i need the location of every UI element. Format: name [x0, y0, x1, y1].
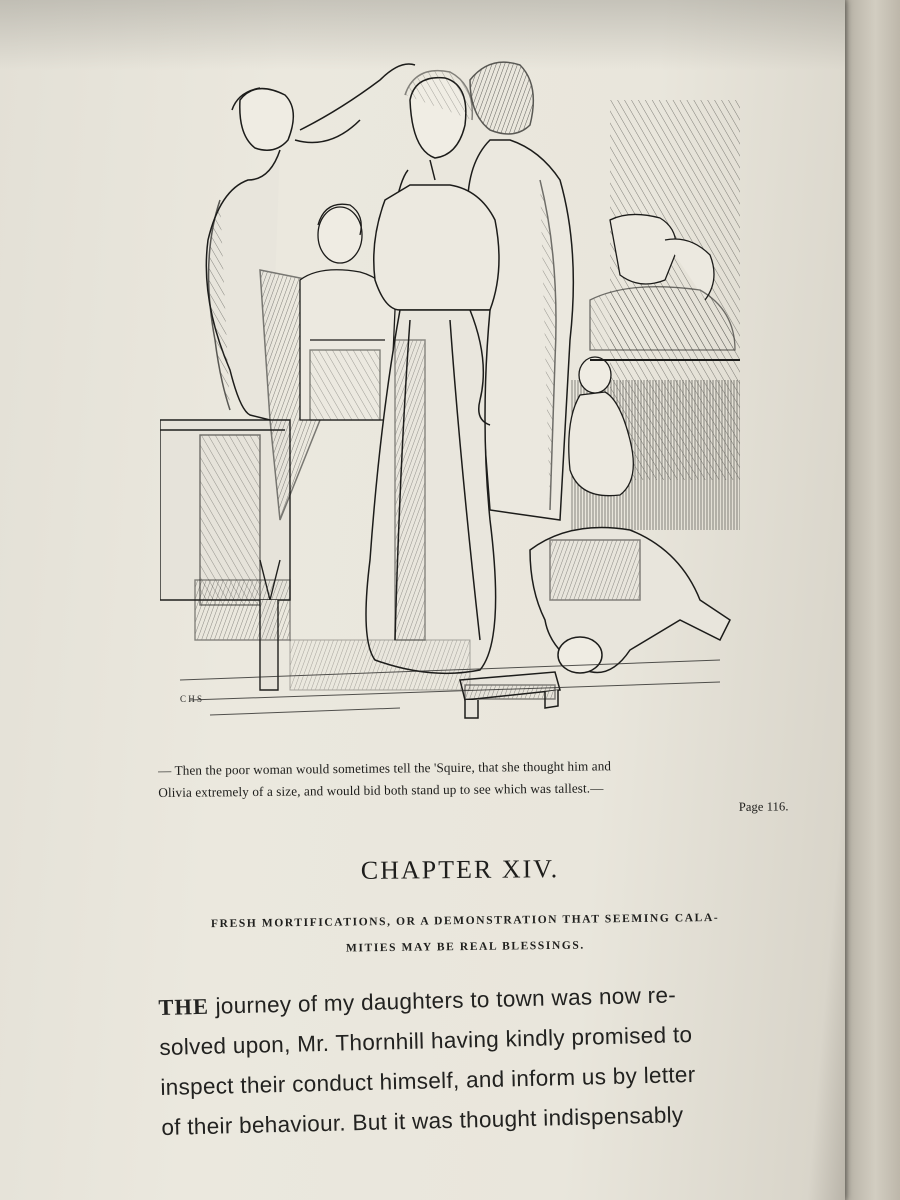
- illustration-caption: [158, 753, 799, 824]
- footstool: [460, 672, 560, 718]
- kneeling-boy: [530, 528, 730, 674]
- next-page-edge: [838, 0, 900, 1200]
- lead-word: THE: [158, 993, 210, 1020]
- chapter-title: CHAPTER XIV.: [360, 854, 560, 885]
- body-line-2: solved upon, Mr. Thornhill having kindly promised to: [159, 1021, 693, 1060]
- subtitle-line-1: FRESH MORTIFICATIONS, OR A DEMONSTRATION THAT SEEMING CALA-: [210, 911, 720, 931]
- left-table: [160, 420, 290, 690]
- artist-signature: C H S: [180, 694, 203, 704]
- caption-line-2: Olivia extremely of a size, and would bid both stand up to see which was tallest.—: [158, 780, 604, 800]
- subtitle-line-2: MITIES MAY BE REAL BLESSINGS.: [345, 939, 585, 955]
- caption-page-ref: Page 116.: [738, 799, 789, 814]
- body-line-3: inspect their conduct himself, and inform us by letter: [160, 1061, 696, 1100]
- chapter-body: [158, 972, 802, 1148]
- body-line-1-rest: journey of my daughters to town was now re-: [208, 982, 677, 1019]
- engraving-illustration: [160, 40, 750, 730]
- caption-line-1: — Then the poor woman would sometimes tell the 'Squire, that she thought him and: [158, 758, 612, 778]
- chapter-subtitle: [140, 904, 791, 964]
- body-line-4: of their behaviour. But it was thought indispensably: [161, 1102, 684, 1140]
